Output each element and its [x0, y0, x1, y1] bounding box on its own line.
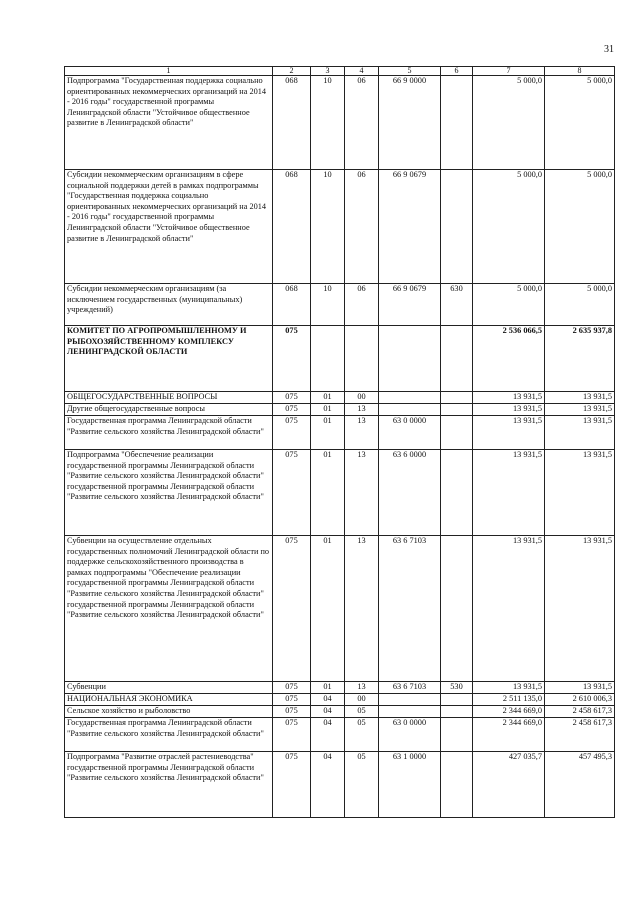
row-sum-2015: 5 000,0: [473, 170, 545, 284]
row-subsection: 13: [345, 682, 379, 694]
row-expense-type: [441, 392, 473, 404]
row-subsection: 05: [345, 752, 379, 818]
row-sum-2016: 5 000,0: [545, 76, 615, 170]
row-admin-code: 075: [273, 326, 311, 392]
row-sum-2016: 2 458 617,3: [545, 718, 615, 752]
row-sum-2015: 2 344 669,0: [473, 706, 545, 718]
row-name: Субвенции на осуществление отдельных государственных полномочий Ленинградской области по поддержке сельскохозяйственного производства в рамках подпрограммы "Обеспечение реализации государственной программы Ленинградской области "Развитие сельского хозяйства Ленинградской области" государственной программы Ленинградской области "Развитие сельского хозяйства Ленинградской области": [65, 536, 273, 682]
row-target-code: 66 9 0000: [379, 76, 441, 170]
table-row: [65, 392, 615, 404]
row-target-code: 66 9 0679: [379, 284, 441, 326]
row-subsection: 13: [345, 450, 379, 536]
row-sum-2016: 2 635 937,8: [545, 326, 615, 392]
row-subsection: 06: [345, 170, 379, 284]
row-sum-2016: 13 931,5: [545, 682, 615, 694]
row-name: Государственная программа Ленинградской области "Развитие сельского хозяйства Ленинградской области": [65, 416, 273, 450]
row-sum-2015: 2 536 066,5: [473, 326, 545, 392]
row-name: Сельское хозяйство и рыболовство: [65, 706, 273, 718]
row-target-code: [379, 392, 441, 404]
table-row: [65, 404, 615, 416]
row-target-code: 63 0 0000: [379, 416, 441, 450]
row-sum-2016: 13 931,5: [545, 450, 615, 536]
row-name: НАЦИОНАЛЬНАЯ ЭКОНОМИКА: [65, 694, 273, 706]
row-target-code: [379, 404, 441, 416]
row-expense-type: [441, 718, 473, 752]
row-section: 10: [311, 170, 345, 284]
row-subsection: 05: [345, 706, 379, 718]
row-target-code: 63 1 0000: [379, 752, 441, 818]
row-subsection: [345, 326, 379, 392]
row-sum-2015: 13 931,5: [473, 404, 545, 416]
row-section: 01: [311, 682, 345, 694]
row-sum-2015: 13 931,5: [473, 536, 545, 682]
row-admin-code: 075: [273, 416, 311, 450]
row-sum-2015: 13 931,5: [473, 392, 545, 404]
row-section: 01: [311, 404, 345, 416]
table-row: [65, 682, 615, 694]
table-row: [65, 718, 615, 752]
row-admin-code: 075: [273, 752, 311, 818]
row-sum-2015: 427 035,7: [473, 752, 545, 818]
row-section: 04: [311, 694, 345, 706]
row-sum-2016: 2 610 006,3: [545, 694, 615, 706]
row-sum-2016: 5 000,0: [545, 170, 615, 284]
row-name: Субвенции: [65, 682, 273, 694]
row-admin-code: 075: [273, 450, 311, 536]
table-row: [65, 416, 615, 450]
row-sum-2015: 2 511 135,0: [473, 694, 545, 706]
row-sum-2015: 5 000,0: [473, 284, 545, 326]
row-section: 01: [311, 536, 345, 682]
table-row: [65, 536, 615, 682]
row-name: Другие общегосударственные вопросы: [65, 404, 273, 416]
row-sum-2015: 13 931,5: [473, 450, 545, 536]
row-subsection: 00: [345, 392, 379, 404]
header-col-1: 1: [65, 67, 273, 76]
header-col-8: 8: [545, 67, 615, 76]
row-expense-type: [441, 752, 473, 818]
row-target-code: 66 9 0679: [379, 170, 441, 284]
row-expense-type: [441, 76, 473, 170]
row-target-code: [379, 326, 441, 392]
row-admin-code: 068: [273, 284, 311, 326]
row-name: Подпрограмма "Государственная поддержка социально ориентированных некоммерческих организаций на 2014 - 2016 годы" государственной программы Ленинградской области "Устойчивое общественное развитие в Ленинградской области": [65, 76, 273, 170]
row-name: Государственная программа Ленинградской области "Развитие сельского хозяйства Ленинградской области": [65, 718, 273, 752]
row-subsection: 13: [345, 536, 379, 682]
header-col-7: 7: [473, 67, 545, 76]
row-sum-2015: 2 344 669,0: [473, 718, 545, 752]
row-name: Субсидии некоммерческим организациям (за исключением государственных (муниципальных) учреждений): [65, 284, 273, 326]
row-target-code: [379, 706, 441, 718]
row-sum-2016: 5 000,0: [545, 284, 615, 326]
row-target-code: 63 6 7103: [379, 536, 441, 682]
row-sum-2016: 13 931,5: [545, 416, 615, 450]
row-admin-code: 075: [273, 694, 311, 706]
row-expense-type: [441, 404, 473, 416]
row-sum-2016: 2 458 617,3: [545, 706, 615, 718]
page-number: 31: [604, 44, 614, 55]
header-col-6: 6: [441, 67, 473, 76]
table-header-row: [65, 67, 615, 76]
row-section: 04: [311, 718, 345, 752]
row-admin-code: 075: [273, 404, 311, 416]
row-subsection: 06: [345, 284, 379, 326]
table-row: [65, 450, 615, 536]
row-expense-type: 630: [441, 284, 473, 326]
row-name: ОБЩЕГОСУДАРСТВЕННЫЕ ВОПРОСЫ: [65, 392, 273, 404]
row-target-code: [379, 694, 441, 706]
header-col-3: 3: [311, 67, 345, 76]
row-admin-code: 068: [273, 170, 311, 284]
header-col-2: 2: [273, 67, 311, 76]
row-section: 10: [311, 284, 345, 326]
row-admin-code: 075: [273, 536, 311, 682]
row-section: 04: [311, 752, 345, 818]
row-sum-2016: 13 931,5: [545, 536, 615, 682]
row-name: Подпрограмма "Развитие отраслей растениеводства" государственной программы Ленинградской области "Развитие сельского хозяйства Ленинградской области": [65, 752, 273, 818]
row-target-code: 63 6 7103: [379, 682, 441, 694]
row-expense-type: [441, 694, 473, 706]
row-expense-type: [441, 536, 473, 682]
row-admin-code: 075: [273, 718, 311, 752]
row-expense-type: [441, 416, 473, 450]
row-section: 01: [311, 416, 345, 450]
row-subsection: 00: [345, 694, 379, 706]
row-subsection: 13: [345, 404, 379, 416]
header-col-4: 4: [345, 67, 379, 76]
table-row: [65, 706, 615, 718]
row-expense-type: 530: [441, 682, 473, 694]
row-subsection: 05: [345, 718, 379, 752]
row-sum-2016: 13 931,5: [545, 404, 615, 416]
row-section: 01: [311, 450, 345, 536]
row-subsection: 06: [345, 76, 379, 170]
row-name: Подпрограмма "Обеспечение реализации государственной программы Ленинградской области "Развитие сельского хозяйства Ленинградской области" государственной программы Ленинградской области "Развитие сельского хозяйства Ленинградской области": [65, 450, 273, 536]
row-name: Субсидии некоммерческим организациям в сфере социальной поддержки детей в рамках подпрограммы "Государственная поддержка социально ориентированных некоммерческих организаций на 2014 - 2016 годы" государственной программы Ленинградской области "Устойчивое общественное развитие в Ленинградской области": [65, 170, 273, 284]
row-expense-type: [441, 706, 473, 718]
table-row: [65, 170, 615, 284]
row-section: 10: [311, 76, 345, 170]
header-col-5: 5: [379, 67, 441, 76]
row-expense-type: [441, 170, 473, 284]
row-expense-type: [441, 326, 473, 392]
row-name: КОМИТЕТ ПО АГРОПРОМЫШЛЕННОМУ И РЫБОХОЗЯЙСТВЕННОМУ КОМПЛЕКСУ ЛЕНИНГРАДСКОЙ ОБЛАСТИ: [65, 326, 273, 392]
table-row: [65, 76, 615, 170]
row-sum-2015: 13 931,5: [473, 682, 545, 694]
row-section: 04: [311, 706, 345, 718]
row-admin-code: 068: [273, 76, 311, 170]
row-admin-code: 075: [273, 706, 311, 718]
row-sum-2015: 5 000,0: [473, 76, 545, 170]
table-row: [65, 752, 615, 818]
budget-table: [64, 66, 615, 818]
table-row: [65, 694, 615, 706]
row-expense-type: [441, 450, 473, 536]
row-sum-2015: 13 931,5: [473, 416, 545, 450]
row-subsection: 13: [345, 416, 379, 450]
row-sum-2016: 457 495,3: [545, 752, 615, 818]
table-row: [65, 284, 615, 326]
row-target-code: 63 6 0000: [379, 450, 441, 536]
row-admin-code: 075: [273, 682, 311, 694]
row-section: 01: [311, 392, 345, 404]
table-row: [65, 326, 615, 392]
row-section: [311, 326, 345, 392]
row-target-code: 63 0 0000: [379, 718, 441, 752]
row-sum-2016: 13 931,5: [545, 392, 615, 404]
row-admin-code: 075: [273, 392, 311, 404]
